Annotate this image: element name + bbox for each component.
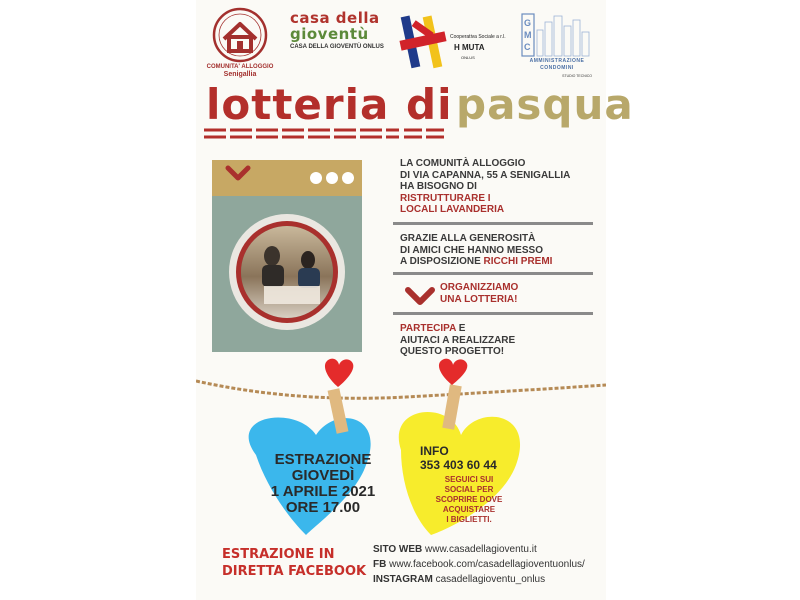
blue-line-4: ORE 17.00 (285, 499, 361, 516)
para1-line-a: LA COMUNITÀ ALLOGGIO (400, 158, 526, 169)
casa-sub: CASA DELLA GIOVENTÙ ONLUS (290, 44, 384, 50)
para4-line-d: QUESTO PROGETTO! (400, 346, 505, 357)
fb-label: FB (373, 559, 387, 570)
poster-title (196, 80, 634, 142)
yellow-title: INFO (420, 444, 449, 458)
comunita-caption-1: COMUNITA' ALLOGGIO (206, 64, 274, 70)
casa-word-1: casa della (290, 9, 380, 27)
blue-line-1: ESTRAZIONE (274, 451, 372, 468)
instagram-label: INSTAGRAM (373, 574, 433, 585)
title-word-lotteria: lotteria (206, 80, 390, 129)
house-circle-icon (204, 6, 276, 64)
title-word-pasqua: pasqua (456, 80, 634, 129)
paragraph-3 (440, 282, 600, 305)
h-muta-logo (398, 12, 508, 72)
washer-knob-2 (326, 172, 338, 184)
comunita-alloggio-logo (204, 6, 276, 82)
yellow-line-4: ACQUISTARE (442, 505, 496, 514)
comunita-caption-2: Senigallia (223, 71, 257, 78)
para1-line-b: DI VIA CAPANNA, 55 A SENIGALLIA (400, 169, 571, 181)
chevron-down-icon (404, 284, 436, 308)
para4-line-b: E (458, 323, 466, 334)
h-muta-mark-icon (398, 12, 448, 72)
para1-line-e: LOCALI LAVANDERIA (400, 204, 505, 215)
paragraph-4 (400, 323, 600, 358)
yellow-line-1: SEGUICI SUI (444, 475, 494, 484)
svg-text:G: G (524, 18, 532, 28)
para3-line-b: UNA LOTTERIA! (440, 293, 518, 305)
casa-della-gioventu-logo (290, 10, 390, 76)
rope (196, 381, 606, 398)
casa-word-2: gioventù (290, 25, 369, 43)
yellow-heart-small-text (424, 475, 514, 525)
hmuta-onlus: ONLUS (461, 55, 475, 60)
gmc-line-1: AMMINISTRAZIONE (529, 58, 585, 64)
site-link[interactable]: www.casadellagioventu.it (425, 544, 537, 555)
para2-line-a: GRAZIE ALLA GENEROSITÀ (400, 233, 536, 244)
facebook-link[interactable]: www.facebook.com/casadellagioventuonlus/ (389, 559, 585, 570)
svg-text:M: M (524, 30, 532, 40)
washer-knob-3 (342, 172, 354, 184)
yellow-line-2: SOCIAL PER (444, 485, 494, 494)
gmc-logo (520, 12, 592, 82)
para4-line-c: AIUTACI A REALIZZARE (400, 334, 516, 346)
footer-contacts (373, 542, 603, 587)
yellow-line-5: I BIGLIETTI. (446, 515, 492, 524)
gmc-line-2: CONDOMINI (540, 65, 574, 71)
instagram-link[interactable]: casadellagioventu_onlus (435, 574, 546, 585)
svg-text:C: C (524, 42, 531, 52)
para1-line-d: RISTRUTTURARE I (400, 192, 491, 204)
footer-live-draw (222, 546, 372, 580)
footer-left-line-1: ESTRAZIONE IN (222, 547, 335, 562)
paragraph-2 (400, 233, 600, 268)
para2-line-d: RICCHI PREMI (483, 256, 553, 267)
divider-3 (393, 312, 593, 315)
para4-line-a: PARTECIPA (400, 323, 456, 334)
para1-line-c: HA BISOGNO DI (400, 181, 477, 192)
site-label: SITO WEB (373, 544, 423, 555)
divider-1 (393, 222, 593, 225)
footer-left-line-2: DIRETTA FACEBOOK (222, 564, 367, 579)
title-underline-di (404, 127, 444, 139)
para2-line-b: DI AMICI CHE HANNO MESSO (400, 244, 543, 256)
blue-heart-text (258, 452, 388, 516)
blue-line-3: 1 APRILE 2021 (270, 483, 376, 500)
washing-machine-illustration (212, 160, 362, 352)
paragraph-1 (400, 158, 600, 216)
divider-2 (393, 272, 593, 275)
buildings-icon (520, 12, 592, 58)
title-underline-red (204, 127, 399, 139)
washer-knob-1 (310, 172, 322, 184)
hmuta-name: H MUTA (454, 43, 485, 52)
yellow-heart-text (420, 444, 540, 473)
para2-line-c: A DISPOSIZIONE (400, 256, 481, 267)
blue-line-2: GIOVEDÌ (291, 467, 355, 484)
yellow-phone: 353 403 60 44 (420, 458, 497, 472)
gmc-line-3: STUDIO TECNICO (562, 74, 592, 78)
hmuta-small-text: Cooperativa Sociale a r.l. (450, 34, 506, 40)
title-word-di: di (406, 80, 453, 129)
yellow-line-3: SCOPRIRE DOVE (435, 495, 503, 504)
para3-line-a: ORGANIZZIAMO (440, 282, 519, 293)
